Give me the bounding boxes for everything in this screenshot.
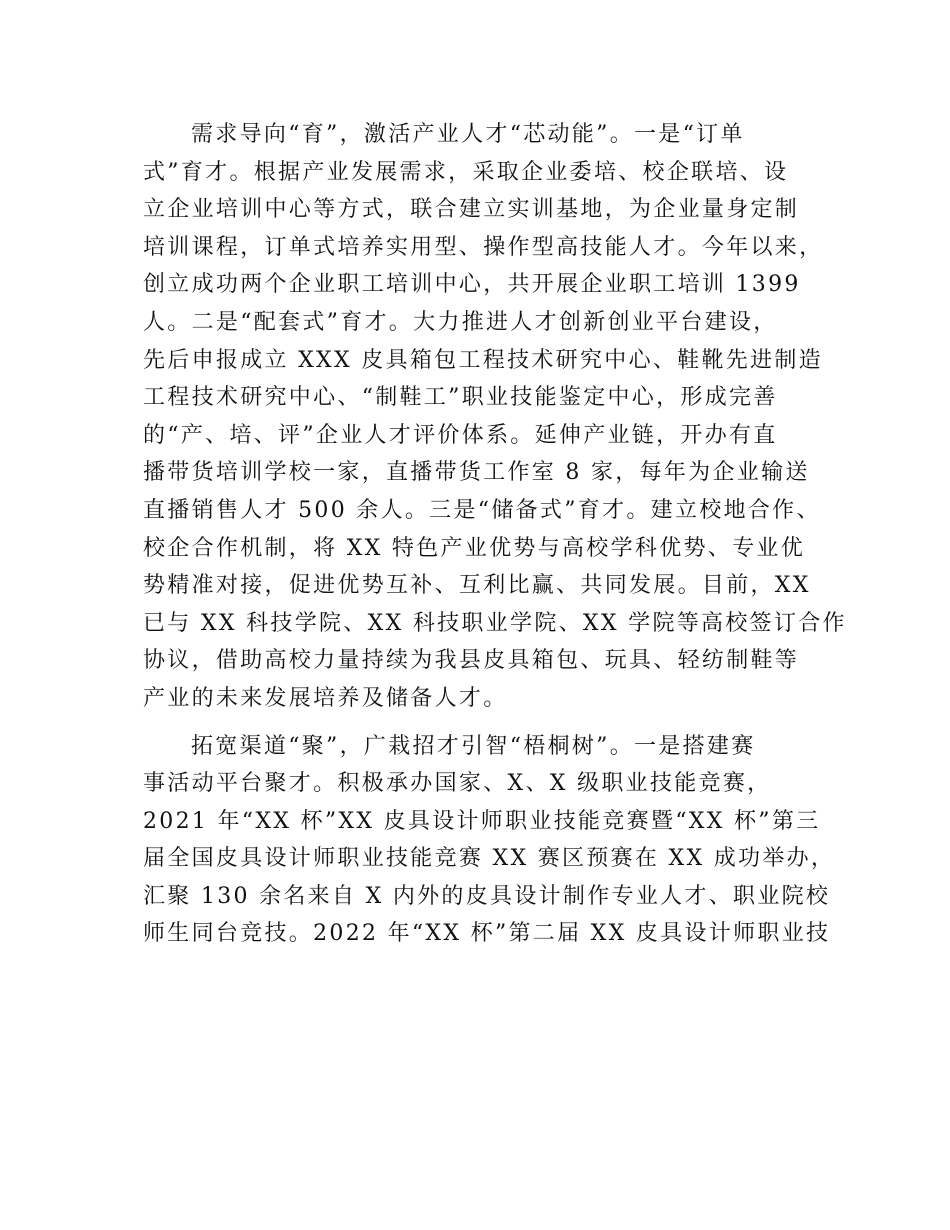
text-line: 播带货培训学校一家，直播带货工作室 8 家，每年为企业输送 <box>143 460 810 486</box>
text-line: 工程技术研究中心、“制鞋工”职业技能鉴定中心，形成完善 <box>143 385 778 411</box>
text-line: 师生同台竞技。2022 年“XX 杯”第二届 XX 皮具设计师职业技 <box>143 921 831 947</box>
text-line: 产业的未来发展培养及储备人才。 <box>143 685 508 711</box>
text-line: 2021 年“XX 杯”XX 皮具设计师职业技能竞赛暨“XX 杯”第三 <box>143 808 821 834</box>
text-line: 拓宽渠道“聚”，广栽招才引智“梧桐树”。一是搭建赛 <box>191 733 756 759</box>
text-line: 协议，借助高校力量持续为我县皮具箱包、玩具、轻纺制鞋等 <box>143 648 800 674</box>
document-body <box>143 116 847 953</box>
text-line: 人。二是“配套式”育才。大力推进人才创新创业平台建设， <box>143 309 778 335</box>
text-line: 校企合作机制，将 XX 特色产业优势与高校学科优势、专业优 <box>143 535 806 561</box>
text-line: 创立成功两个企业职工培训中心，共开展企业职工培训 1399 <box>143 272 801 298</box>
text-line: 届全国皮具设计师职业技能竞赛 XX 赛区预赛在 XX 成功举办， <box>143 846 836 872</box>
text-line: 立企业培训中心等方式，联合建立实训基地，为企业量身定制 <box>143 197 800 223</box>
paragraph-talent-attraction <box>143 728 836 954</box>
text-line: 汇聚 130 余名来自 X 内外的皮具设计制作专业人才、职业院校 <box>143 883 831 909</box>
text-line: 事活动平台聚才。积极承办国家、X、X 级职业技能竞赛， <box>143 771 772 797</box>
text-line: 培训课程，订单式培养实用型、操作型高技能人才。今年以来， <box>143 234 824 260</box>
text-line: 的“产、培、评”企业人才评价体系。延伸产业链，开办有直 <box>143 422 778 448</box>
paragraph-talent-cultivation <box>143 116 847 718</box>
text-line: 式”育才。根据产业发展需求，采取企业委培、校企联培、设 <box>143 159 789 185</box>
text-line: 直播销售人才 500 余人。三是“储备式”育才。建立校地合作、 <box>143 497 821 523</box>
text-line: 势精准对接，促进优势互补、互利比赢、共同发展。目前，XX <box>143 573 811 599</box>
text-line: 需求导向“育”，激活产业人才“芯动能”。一是“订单 <box>191 122 745 147</box>
text-line: 先后申报成立 XXX 皮具箱包工程技术研究中心、鞋靴先进制造 <box>143 347 823 373</box>
paragraph-spacer <box>143 718 813 728</box>
text-line: 已与 XX 科技学院、XX 科技职业学院、XX 学院等高校签订合作 <box>143 610 847 636</box>
